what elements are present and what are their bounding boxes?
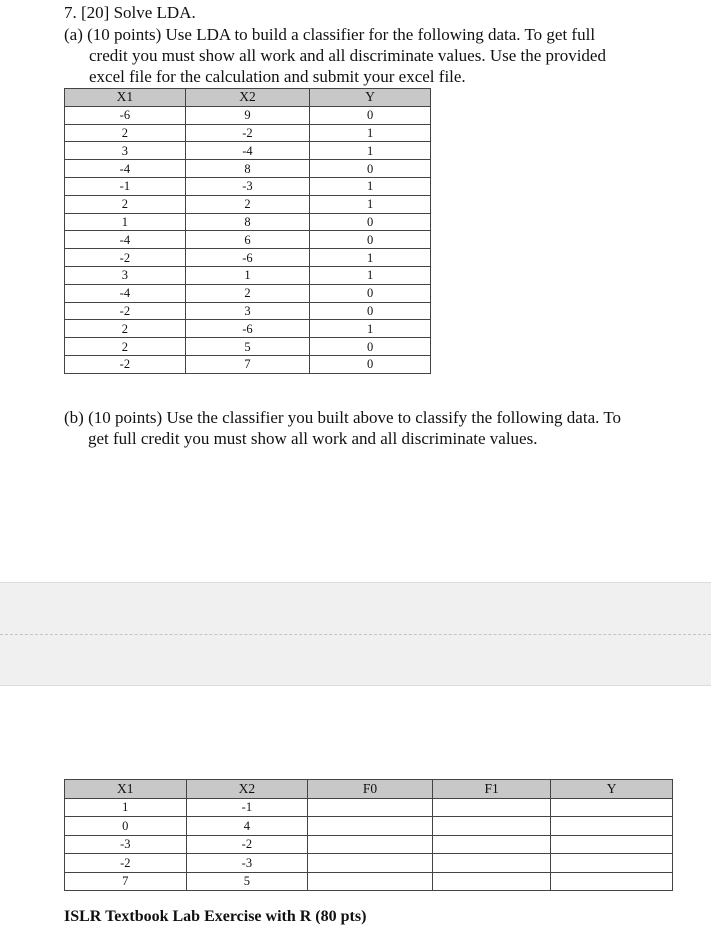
training-cell-y: 0 (310, 213, 431, 231)
training-cell-x1: 2 (65, 195, 186, 213)
table-row (65, 195, 431, 213)
table-row (65, 798, 673, 817)
test-cell-x2: -1 (186, 798, 308, 817)
test-cell-y (551, 854, 673, 873)
training-cell-x1: -4 (65, 231, 186, 249)
training-cell-y: 0 (310, 284, 431, 302)
training-cell-y: 0 (310, 106, 431, 124)
training-cell-y: 1 (310, 266, 431, 284)
part-a-line-1: (a) (10 points) Use LDA to build a classifier for the following data. To get full (64, 25, 596, 44)
training-cell-x1: -4 (65, 284, 186, 302)
training-cell-x1: 3 (65, 142, 186, 160)
test-data-table (64, 779, 673, 891)
training-header-y: Y (310, 89, 431, 107)
table-row (65, 266, 431, 284)
training-cell-x1: 2 (65, 320, 186, 338)
part-a-line-3: excel file for the calculation and submit your excel file. (89, 67, 466, 86)
test-cell-x1: -3 (65, 835, 187, 854)
table-row (65, 106, 431, 124)
page-break-band-top (0, 582, 711, 635)
training-cell-y: 1 (310, 177, 431, 195)
table-row (65, 213, 431, 231)
next-section-heading-cut: ISLR Textbook Lab Exercise with R (80 pts) (64, 908, 367, 925)
training-cell-x2: 7 (185, 355, 309, 373)
training-cell-x2: -2 (185, 124, 309, 142)
test-cell-y (551, 835, 673, 854)
table-row (65, 338, 431, 356)
part-a-line-2: credit you must show all work and all discriminate values. Use the provided (89, 46, 606, 65)
training-cell-x2: 5 (185, 338, 309, 356)
test-cell-f1 (432, 835, 551, 854)
test-cell-y (551, 817, 673, 836)
test-cell-y (551, 872, 673, 891)
test-body (65, 798, 673, 891)
training-cell-x1: 1 (65, 213, 186, 231)
training-cell-x1: -1 (65, 177, 186, 195)
table-row (65, 854, 673, 873)
training-cell-y: 1 (310, 249, 431, 267)
test-cell-f1 (432, 854, 551, 873)
training-cell-x2: 6 (185, 231, 309, 249)
table-row (65, 249, 431, 267)
question-title: 7. [20] Solve LDA. (64, 3, 196, 22)
training-cell-x1: 3 (65, 266, 186, 284)
test-header-x1: X1 (65, 780, 187, 799)
test-cell-x1: -2 (65, 854, 187, 873)
part-b-line-2: get full credit you must show all work and all discriminate values. (88, 429, 538, 448)
training-cell-y: 0 (310, 338, 431, 356)
table-row (65, 284, 431, 302)
training-header-x1: X1 (65, 89, 186, 107)
test-cell-f1 (432, 798, 551, 817)
test-header-y: Y (551, 780, 673, 799)
table-row (65, 124, 431, 142)
test-cell-x1: 7 (65, 872, 187, 891)
training-cell-x2: 8 (185, 160, 309, 178)
training-cell-y: 1 (310, 124, 431, 142)
training-cell-x1: -2 (65, 355, 186, 373)
training-cell-y: 0 (310, 302, 431, 320)
table-row (65, 872, 673, 891)
page-break-band-bottom (0, 634, 711, 686)
test-header-f0: F0 (308, 780, 433, 799)
table-row (65, 177, 431, 195)
training-cell-x2: 1 (185, 266, 309, 284)
test-cell-x2: -2 (186, 835, 308, 854)
test-cell-x2: 4 (186, 817, 308, 836)
training-cell-x2: -6 (185, 249, 309, 267)
training-header-x2: X2 (185, 89, 309, 107)
training-body (65, 106, 431, 373)
training-cell-x2: 2 (185, 195, 309, 213)
training-cell-x2: -3 (185, 177, 309, 195)
test-header-f1: F1 (432, 780, 551, 799)
table-row (65, 160, 431, 178)
training-cell-x1: 2 (65, 124, 186, 142)
training-cell-y: 1 (310, 195, 431, 213)
training-header-row (65, 89, 431, 107)
training-cell-y: 0 (310, 160, 431, 178)
training-data-table (64, 88, 431, 374)
training-cell-x2: -6 (185, 320, 309, 338)
test-cell-f0 (308, 798, 433, 817)
training-cell-x2: 8 (185, 213, 309, 231)
training-cell-x2: 2 (185, 284, 309, 302)
training-cell-x2: -4 (185, 142, 309, 160)
training-cell-x2: 9 (185, 106, 309, 124)
test-cell-x2: 5 (186, 872, 308, 891)
table-row (65, 231, 431, 249)
test-cell-f0 (308, 854, 433, 873)
part-a-text (64, 24, 606, 87)
part-b-line-1: (b) (10 points) Use the classifier you built above to classify the following data. To (64, 408, 622, 427)
test-cell-x1: 0 (65, 817, 187, 836)
test-cell-y (551, 798, 673, 817)
table-row (65, 142, 431, 160)
training-cell-x1: -6 (65, 106, 186, 124)
training-cell-y: 0 (310, 231, 431, 249)
test-cell-f1 (432, 872, 551, 891)
training-cell-x1: -2 (65, 249, 186, 267)
training-cell-y: 1 (310, 320, 431, 338)
training-cell-x1: 2 (65, 338, 186, 356)
test-cell-f0 (308, 817, 433, 836)
training-cell-y: 1 (310, 142, 431, 160)
test-header-x2: X2 (186, 780, 308, 799)
table-row (65, 355, 431, 373)
test-cell-f0 (308, 872, 433, 891)
table-row (65, 835, 673, 854)
test-header-row (65, 780, 673, 799)
test-cell-x2: -3 (186, 854, 308, 873)
training-cell-x1: -2 (65, 302, 186, 320)
test-cell-f1 (432, 817, 551, 836)
test-cell-f0 (308, 835, 433, 854)
table-row (65, 302, 431, 320)
training-cell-x1: -4 (65, 160, 186, 178)
test-cell-x1: 1 (65, 798, 187, 817)
training-cell-y: 0 (310, 355, 431, 373)
part-b-text (64, 407, 621, 449)
table-row (65, 817, 673, 836)
training-cell-x2: 3 (185, 302, 309, 320)
table-row (65, 320, 431, 338)
